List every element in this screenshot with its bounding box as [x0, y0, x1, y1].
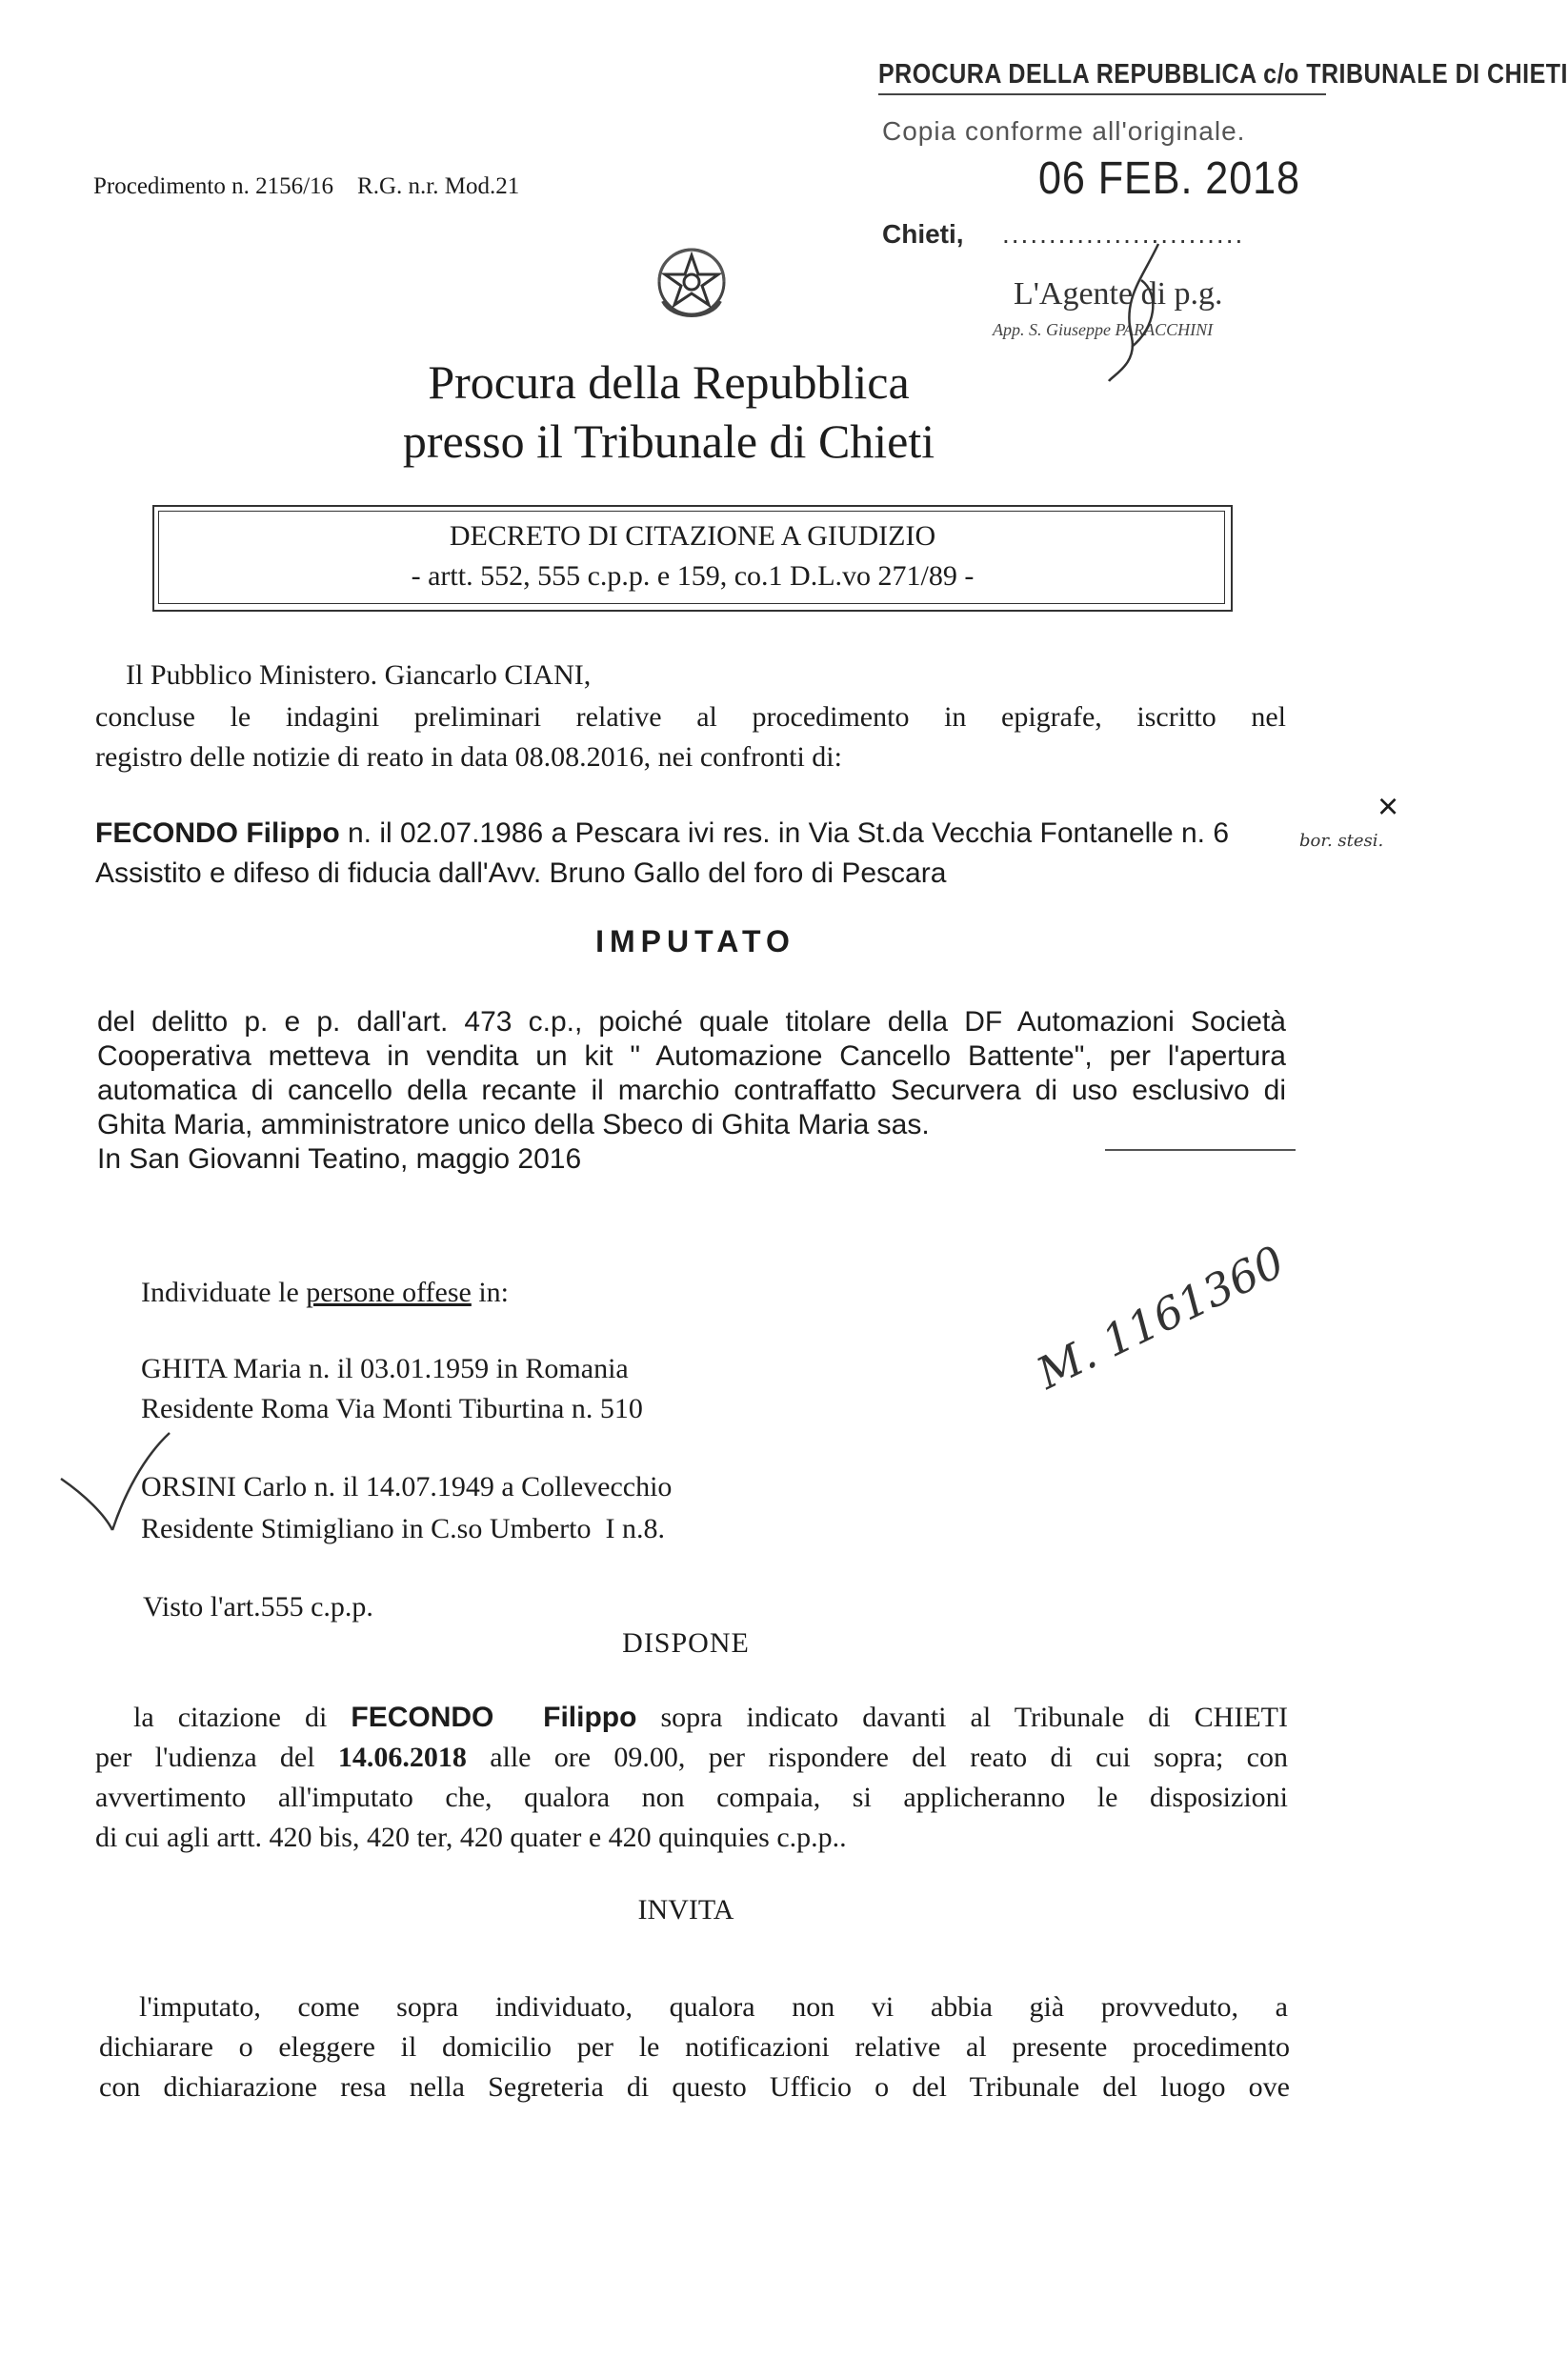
decree-title: DECRETO DI CITAZIONE A GIUDIZIO	[449, 520, 936, 552]
charge-heading: IMPUTATO	[595, 924, 795, 958]
stamp-agent: L'Agente di p.g.	[1014, 276, 1223, 312]
intro-line: registro delle notizie di reato in data 08.08.2016, nei confronti di:	[95, 741, 842, 773]
disposition-line: di cui agli artt. 420 bis, 420 ter, 420 quater e 420 quinquies c.p.p..	[95, 1822, 847, 1853]
check-mark	[57, 1429, 171, 1534]
invitation-line: dichiarare o eleggere il domicilio per le notificazioni relative al presente procedimento	[99, 2031, 1290, 2063]
stamp-date: 06 FEB. 2018	[1038, 153, 1300, 204]
defendant-details: n. il 02.07.1986 a Pescara ivi res. in Via St.da Vecchia Fontanelle n. 6	[339, 817, 1230, 849]
defendant-lawyer: Assistito e difeso di fiducia dall'Avv. Bruno Gallo del foro di Pescara	[95, 857, 947, 889]
victim-residence: Residente Stimigliano in C.so Umberto I n.8.	[141, 1513, 665, 1544]
stamp-dots: ..........................	[1002, 219, 1245, 249]
handwritten-cross-mark: ×	[1377, 787, 1399, 827]
disposition-heading: DISPONE	[622, 1627, 750, 1659]
victim-birth-info: n. il 03.01.1959 in Romania	[301, 1353, 629, 1384]
invitation-line: l'imputato, come sopra individuato, qualora non vi abbia già provveduto, a	[139, 1991, 1288, 2023]
italian-emblem-icon	[653, 244, 730, 324]
disposition-line: avvertimento all'imputato che, qualora non compaia, si applicheranno le disposizioni	[95, 1782, 1288, 1813]
invitation-heading: INVITA	[637, 1894, 734, 1926]
defendant-name-bold: FECONDO Filippo	[351, 1702, 637, 1733]
charge-line: automatica di cancello della recante il marchio contraffatto Securvera di uso esclusivo di	[97, 1075, 1286, 1106]
handwritten-number: M. 1161360	[1029, 1235, 1293, 1400]
disposition-text: sopra indicato davanti al Tribunale di CHIETI	[636, 1702, 1288, 1733]
office-subtitle: presso il Tribunale di Chieti	[402, 414, 935, 468]
office-title: Procura della Repubblica	[428, 355, 910, 409]
disposition-text: la citazione di	[133, 1702, 352, 1733]
disposition-line	[95, 1742, 1288, 1774]
victims-intro-pre: Individuate le	[141, 1277, 307, 1308]
stamp-office: PROCURA DELLA REPUBBLICA c/o TRIBUNALE DI CHIETI	[878, 58, 1568, 91]
defendant-name: Filippo	[246, 817, 340, 849]
handwritten-annotation: bor. stesi.	[1299, 831, 1384, 851]
victim-first-name: Maria	[232, 1353, 302, 1384]
stamp-copy-text: Copia conforme all'originale.	[882, 116, 1246, 146]
disposition-text: per l'udienza del	[95, 1742, 338, 1773]
victim-surname: GHITA	[141, 1353, 227, 1384]
public-prosecutor: Il Pubblico Ministero. Giancarlo CIANI,	[126, 659, 592, 691]
victim-first-name: Carlo	[243, 1471, 308, 1502]
stamp-agent-name: App. S. Giuseppe PARACCHINI	[993, 320, 1214, 339]
charge-line: Cooperativa metteva in vendita un kit " Automazione Cancello Battente", per l'apertura	[97, 1040, 1286, 1072]
defendant-line	[95, 817, 1229, 850]
stamp-place: Chieti,	[882, 219, 964, 249]
victim-birth	[141, 1353, 629, 1385]
hand-underline	[1105, 1149, 1296, 1151]
intro-line: concluse le indagini preliminari relative al procedimento in epigrafe, iscritto nel	[95, 701, 1286, 733]
procedure-reference: Procedimento n. 2156/16 R.G. n.r. Mod.21	[93, 173, 520, 199]
legal-reference: Visto l'art.555 c.p.p.	[143, 1591, 373, 1623]
victim-birth	[141, 1471, 672, 1503]
victims-intro	[141, 1277, 509, 1309]
disposition-line	[133, 1702, 1288, 1734]
defendant-surname: FECONDO	[95, 817, 238, 849]
victim-residence: Residente Roma Via Monti Tiburtina n. 510	[141, 1393, 643, 1424]
hearing-date: 14.06.2018	[337, 1742, 467, 1773]
charge-line: del delitto p. e p. dall'art. 473 c.p., poiché quale titolare della DF Automazioni Società	[97, 1006, 1286, 1038]
stamp-rule	[878, 93, 1326, 95]
decree-articles: - artt. 552, 555 c.p.p. e 159, co.1 D.L.vo 271/89 -	[411, 560, 975, 592]
victim-birth-info: n. il 14.07.1949 a Collevecchio	[307, 1471, 673, 1502]
victims-intro-post: in:	[471, 1277, 509, 1308]
disposition-text: alle ore 09.00, per rispondere del reato di cui sopra; con	[466, 1742, 1288, 1773]
charge-line: Ghita Maria, amministratore unico della Sbeco di Ghita Maria sas.	[97, 1109, 930, 1140]
victim-surname: ORSINI	[141, 1471, 237, 1502]
invitation-line: con dichiarazione resa nella Segreteria di questo Ufficio o del Tribunale del luogo ove	[99, 2071, 1290, 2103]
charge-place-date: In San Giovanni Teatino, maggio 2016	[97, 1143, 582, 1175]
victims-intro-underlined: persone offese	[306, 1277, 472, 1308]
conformity-stamp	[878, 58, 1568, 347]
